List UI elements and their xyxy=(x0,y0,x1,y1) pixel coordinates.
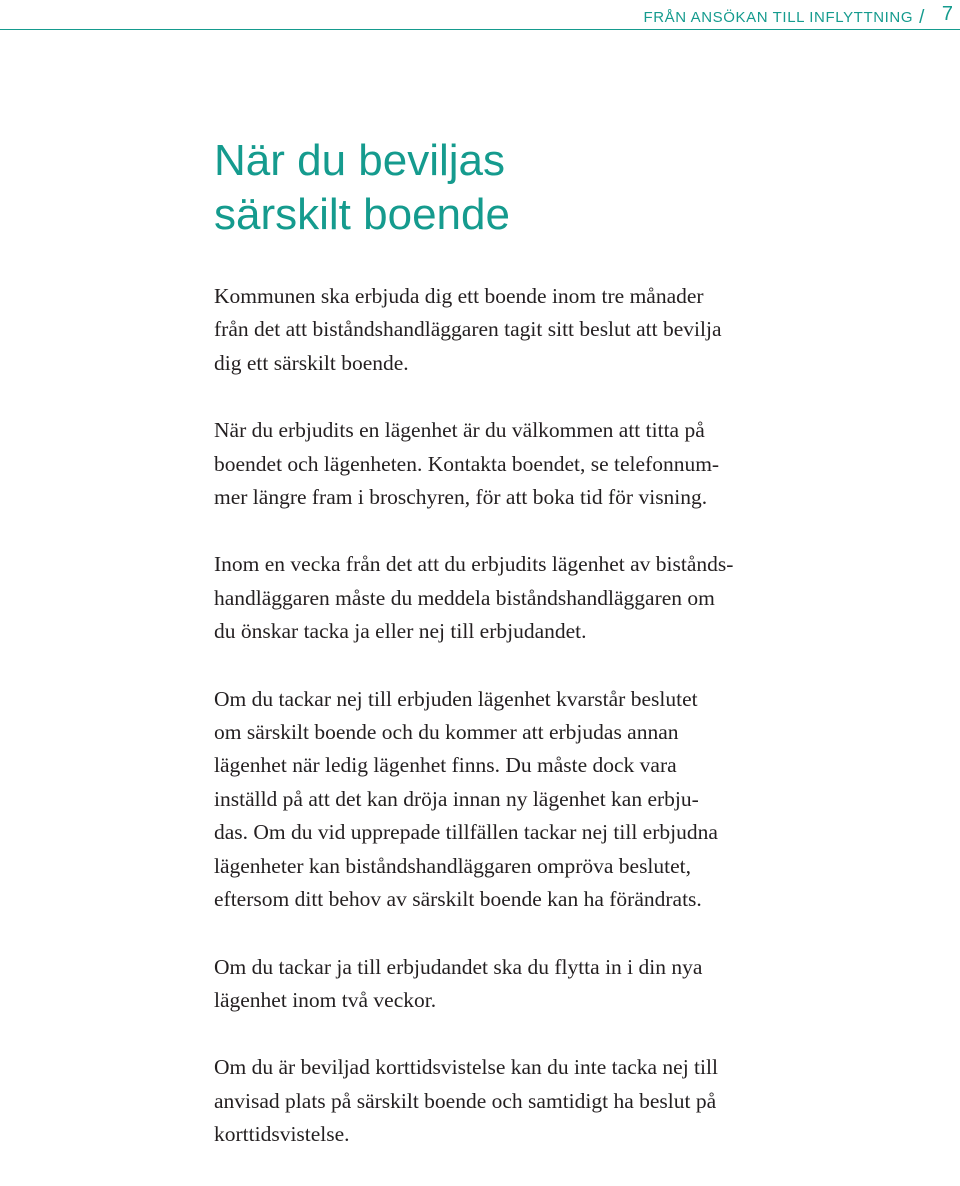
paragraph xyxy=(214,548,814,648)
paragraph xyxy=(214,683,814,917)
running-header xyxy=(0,0,960,30)
page-title-line: När du beviljas xyxy=(214,136,506,185)
text-line: Kommunen ska erbjuda dig ett boende inom tre månader xyxy=(214,284,704,308)
text-line: eftersom ditt behov av särskilt boende kan ha förändrats. xyxy=(214,887,702,912)
text-line: handläggaren måste du meddela biståndshandläggaren om xyxy=(214,585,715,610)
text-line: om särskilt boende och du kommer att erbjudas annan xyxy=(214,720,679,745)
paragraph xyxy=(214,280,814,380)
text-line: Om du tackar nej till erbjuden lägenhet kvarstår beslutet xyxy=(214,686,698,711)
text-line: lägenhet när ledig lägenhet finns. Du måste dock vara xyxy=(214,753,677,778)
text-line: Om du tackar ja till erbjudandet ska du flytta in i din nya xyxy=(214,954,703,979)
text-line: boendet och lägenheten. Kontakta boendet, se telefonnum- xyxy=(214,451,720,476)
paragraph xyxy=(214,951,814,1018)
page-title-line: särskilt boende xyxy=(214,190,510,239)
paragraph xyxy=(214,1051,814,1151)
running-header-label: FRÅN ANSÖKAN TILL INFLYTTNING xyxy=(643,9,914,26)
page-number: 7 xyxy=(941,3,953,25)
text-line: från det att biståndshandläggaren tagit sitt beslut att bevilja xyxy=(214,317,722,342)
text-line: anvisad plats på särskilt boende och samtidigt ha beslut på xyxy=(214,1088,717,1113)
running-header-separator: / xyxy=(919,7,925,28)
text-line: lägenhet inom två veckor. xyxy=(214,987,437,1012)
text-line: dig ett särskilt boende. xyxy=(214,350,409,375)
text-line: mer längre fram i broschyren, för att boka tid för visning. xyxy=(214,485,708,510)
text-line: korttidsvistelse. xyxy=(214,1122,350,1147)
text-line: das. Om du vid upprepade tillfällen tackar nej till erbjudna xyxy=(214,820,718,845)
text-line: Inom en vecka från det att du erbjudits lägenhet av bistånds- xyxy=(214,552,734,577)
text-line: inställd på att det kan dröja innan ny lägenhet kan erbju- xyxy=(214,786,699,811)
text-line: Om du är beviljad korttidsvistelse kan du inte tacka nej till xyxy=(214,1055,718,1080)
text-line: När du erbjudits en lägenhet är du välkommen att titta på xyxy=(214,418,705,443)
page-title xyxy=(214,134,734,242)
running-header-title xyxy=(643,6,926,28)
text-line: lägenheter kan biståndshandläggaren ompröva beslutet, xyxy=(214,853,692,878)
paragraph xyxy=(214,414,814,514)
body-text xyxy=(214,280,814,1186)
text-line: du önskar tacka ja eller nej till erbjudandet. xyxy=(214,619,587,644)
